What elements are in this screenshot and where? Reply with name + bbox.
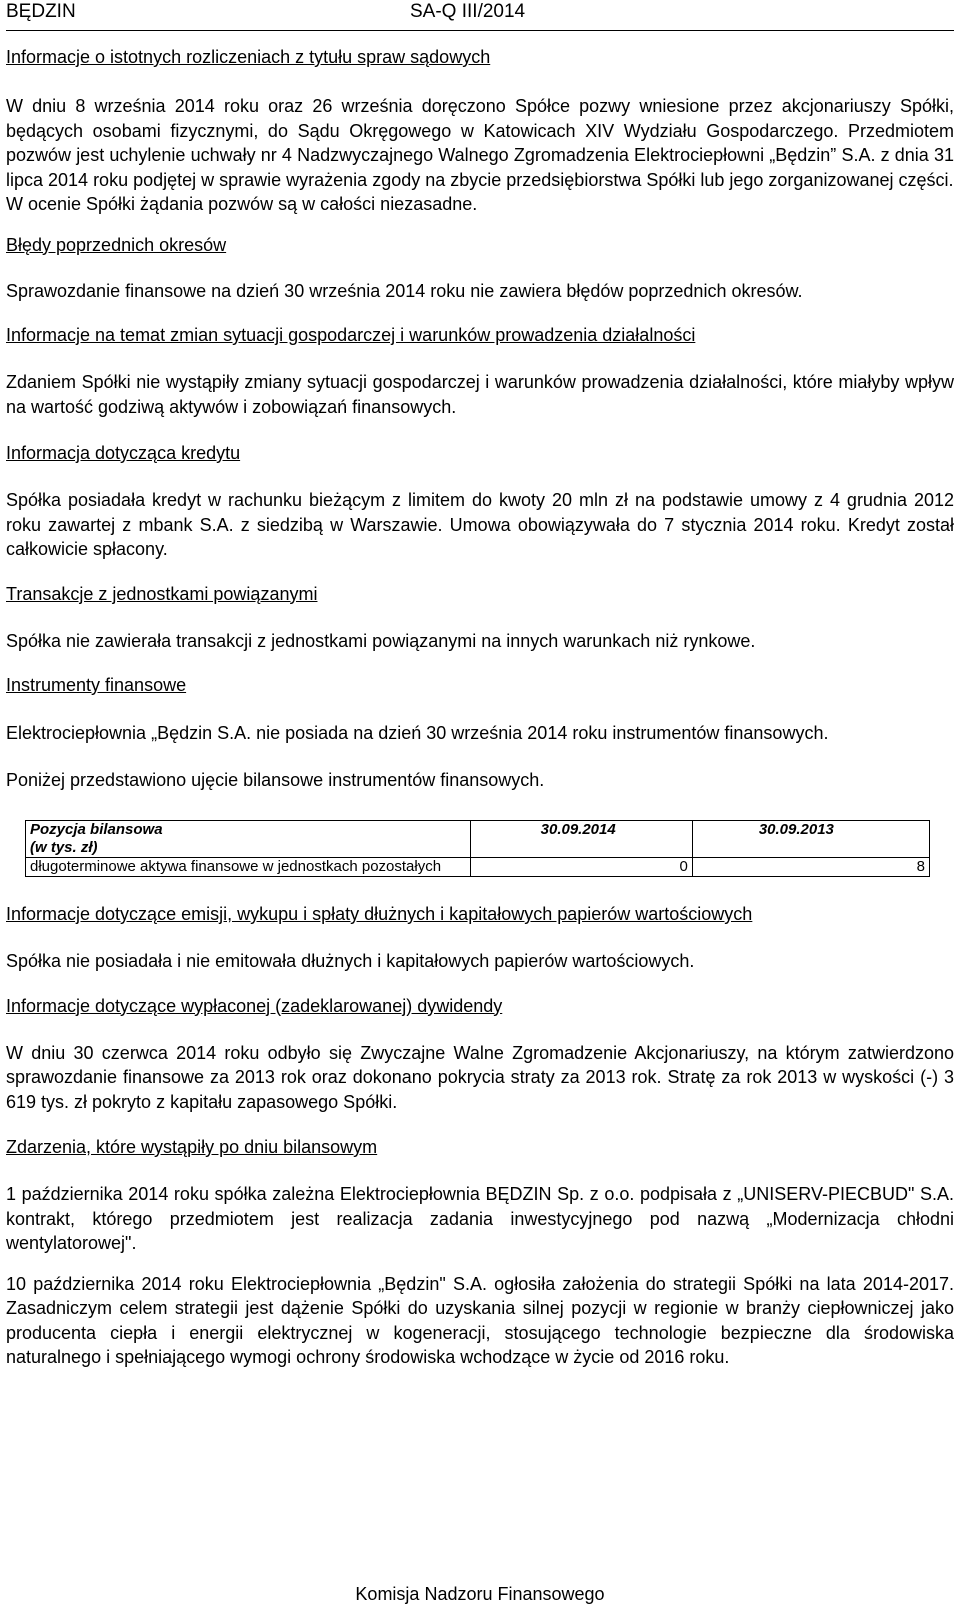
header-position-line2: (w tys. zł) [30, 839, 98, 856]
errors-paragraph: Sprawozdanie finansowe na dzień 30 września 2014 roku nie zawiera błędów poprzednich okresów. [6, 280, 803, 301]
heading-issuance: Informacje dotyczące emisji, wykupu i spłaty dłużnych i kapitałowych papierów wartościowych [6, 904, 753, 924]
conditions-paragraph: Zdaniem Spółki nie wystąpiły zmiany sytuacji gospodarczej i warunków prowadzenia działalności, które miałyby wpływ na wartość godziwą aktywów i zobowiązań finansowych. [6, 372, 954, 417]
page-footer: Komisja Nadzoru Finansowego [355, 1584, 605, 1604]
header-report: SA-Q III/2014 [410, 1, 526, 22]
related-paragraph: Spółka nie zawierała transakcji z jednostkami powiązanymi na innych warunkach niż rynkowe. [6, 630, 756, 651]
header-cell-2013: 30.09.2013 [692, 821, 929, 858]
row-label: długoterminowe aktywa finansowe w jednostkach pozostałych [26, 858, 471, 877]
table-row [26, 858, 930, 877]
credit-paragraph: Spółka posiadała kredyt w rachunku bieżącym z limitem do kwoty 20 mln zł na podstawie umowy z 4 grudnia 2012 roku zawartej z mbank S.A. z siedzibą w Warszawie. Umowa obowiązywała do 7 stycznia 2014 roku. Kredyt został całkowicie spłacony. [6, 490, 954, 559]
events-paragraph-2: 10 października 2014 roku Elektrociepłownia „Będzin" S.A. ogłosiła założenia do strategii Spółki na lata 2014-2017. Zasadniczym celem strategii jest dążenie Spółki do uzyskania silnej pozycji w regionie w branży ciepłowniczej jako producenta ciepła i energii elektrycznej w kogeneracji, stosującego technologie bezpieczne dla środowiska naturalnego i spełniającego wymogi ochrony środowiska wchodzące w życie od 2016 roku. [6, 1273, 954, 1367]
instruments-paragraph-2: Poniżej przedstawiono ujęcie bilansowe instrumentów finansowych. [6, 769, 545, 790]
header-cell-position [26, 821, 471, 858]
heading-dividend: Informacje dotyczące wypłaconej (zadeklarowanej) dywidendy [6, 995, 503, 1016]
header-company: BĘDZIN [6, 1, 76, 22]
heading-instruments: Instrumenty finansowe [6, 675, 187, 695]
balance-table [25, 820, 930, 877]
court-paragraph-1: W dniu 8 września 2014 roku oraz 26 września doręczono Spółce pozwy wniesione przez akcjonariuszy Spółki, będących osobami fizycznymi, do Sądu Okręgowego w Katowicach XIV Wydziału Gospodarczego. Przedmiotem pozwów jest uchylenie uchwały nr 4 Nadzwyczajnego Walnego Zgromadzenia Elektrociepłowni „Będzin” S.A. z dnia 31 lipca 2014 roku podjętej w sprawie wyrażenia zgody na zbycie przedsiębiorstwa Spółki lub jego zorganizowanej części. [6, 96, 954, 190]
row-value-2013: 8 [692, 858, 929, 877]
header-position-line1: Pozycja bilansowa [30, 821, 163, 838]
dividend-paragraph: W dniu 30 czerwca 2014 roku odbyło się Zwyczajne Walne Zgromadzenie Akcjonariuszy, na którym zatwierdzono sprawozdanie finansowe za 2013 rok oraz dokonano pokrycia straty za 2013 rok. Stratę za rok 2013 w wyskości (-) 3 619 tys. zł pokryto z kapitału zapasowego Spółki. [6, 1042, 954, 1112]
page-header [6, 0, 954, 31]
row-value-2014: 0 [470, 858, 692, 877]
table-header-row [26, 821, 930, 858]
court-paragraph-2: W ocenie Spółki żądania pozwów są w całości niezasadne. [6, 194, 478, 214]
instruments-paragraph-1: Elektrociepłownia „Będzin S.A. nie posiada na dzień 30 września 2014 roku instrumentów finansowych. [6, 723, 829, 743]
heading-conditions: Informacje na temat zmian sytuacji gospodarczej i warunków prowadzenia działalności [6, 325, 696, 345]
heading-events: Zdarzenia, które wystąpiły po dniu bilansowym [6, 1137, 378, 1157]
heading-court: Informacje o istotnych rozliczeniach z tytułu spraw sądowych [6, 47, 491, 67]
header-cell-2014: 30.09.2014 [470, 821, 692, 858]
document-content [6, 46, 954, 1370]
heading-errors: Błędy poprzednich okresów [6, 234, 227, 255]
issuance-paragraph: Spółka nie posiadała i nie emitowała dłużnych i kapitałowych papierów wartościowych. [6, 951, 695, 971]
heading-credit: Informacja dotycząca kredytu [6, 443, 241, 463]
heading-related: Transakcje z jednostkami powiązanymi [6, 583, 318, 604]
events-paragraph-1: 1 października 2014 roku spółka zależna Elektrociepłownia BĘDZIN Sp. z o.o. podpisała z „UNISERV-PIECBUD" S.A. kontrakt, którego przedmiotem jest realizacja zadania inwestycyjnego pod nazwą „Modernizacja chłodni wentylatorowej". [6, 1184, 954, 1253]
